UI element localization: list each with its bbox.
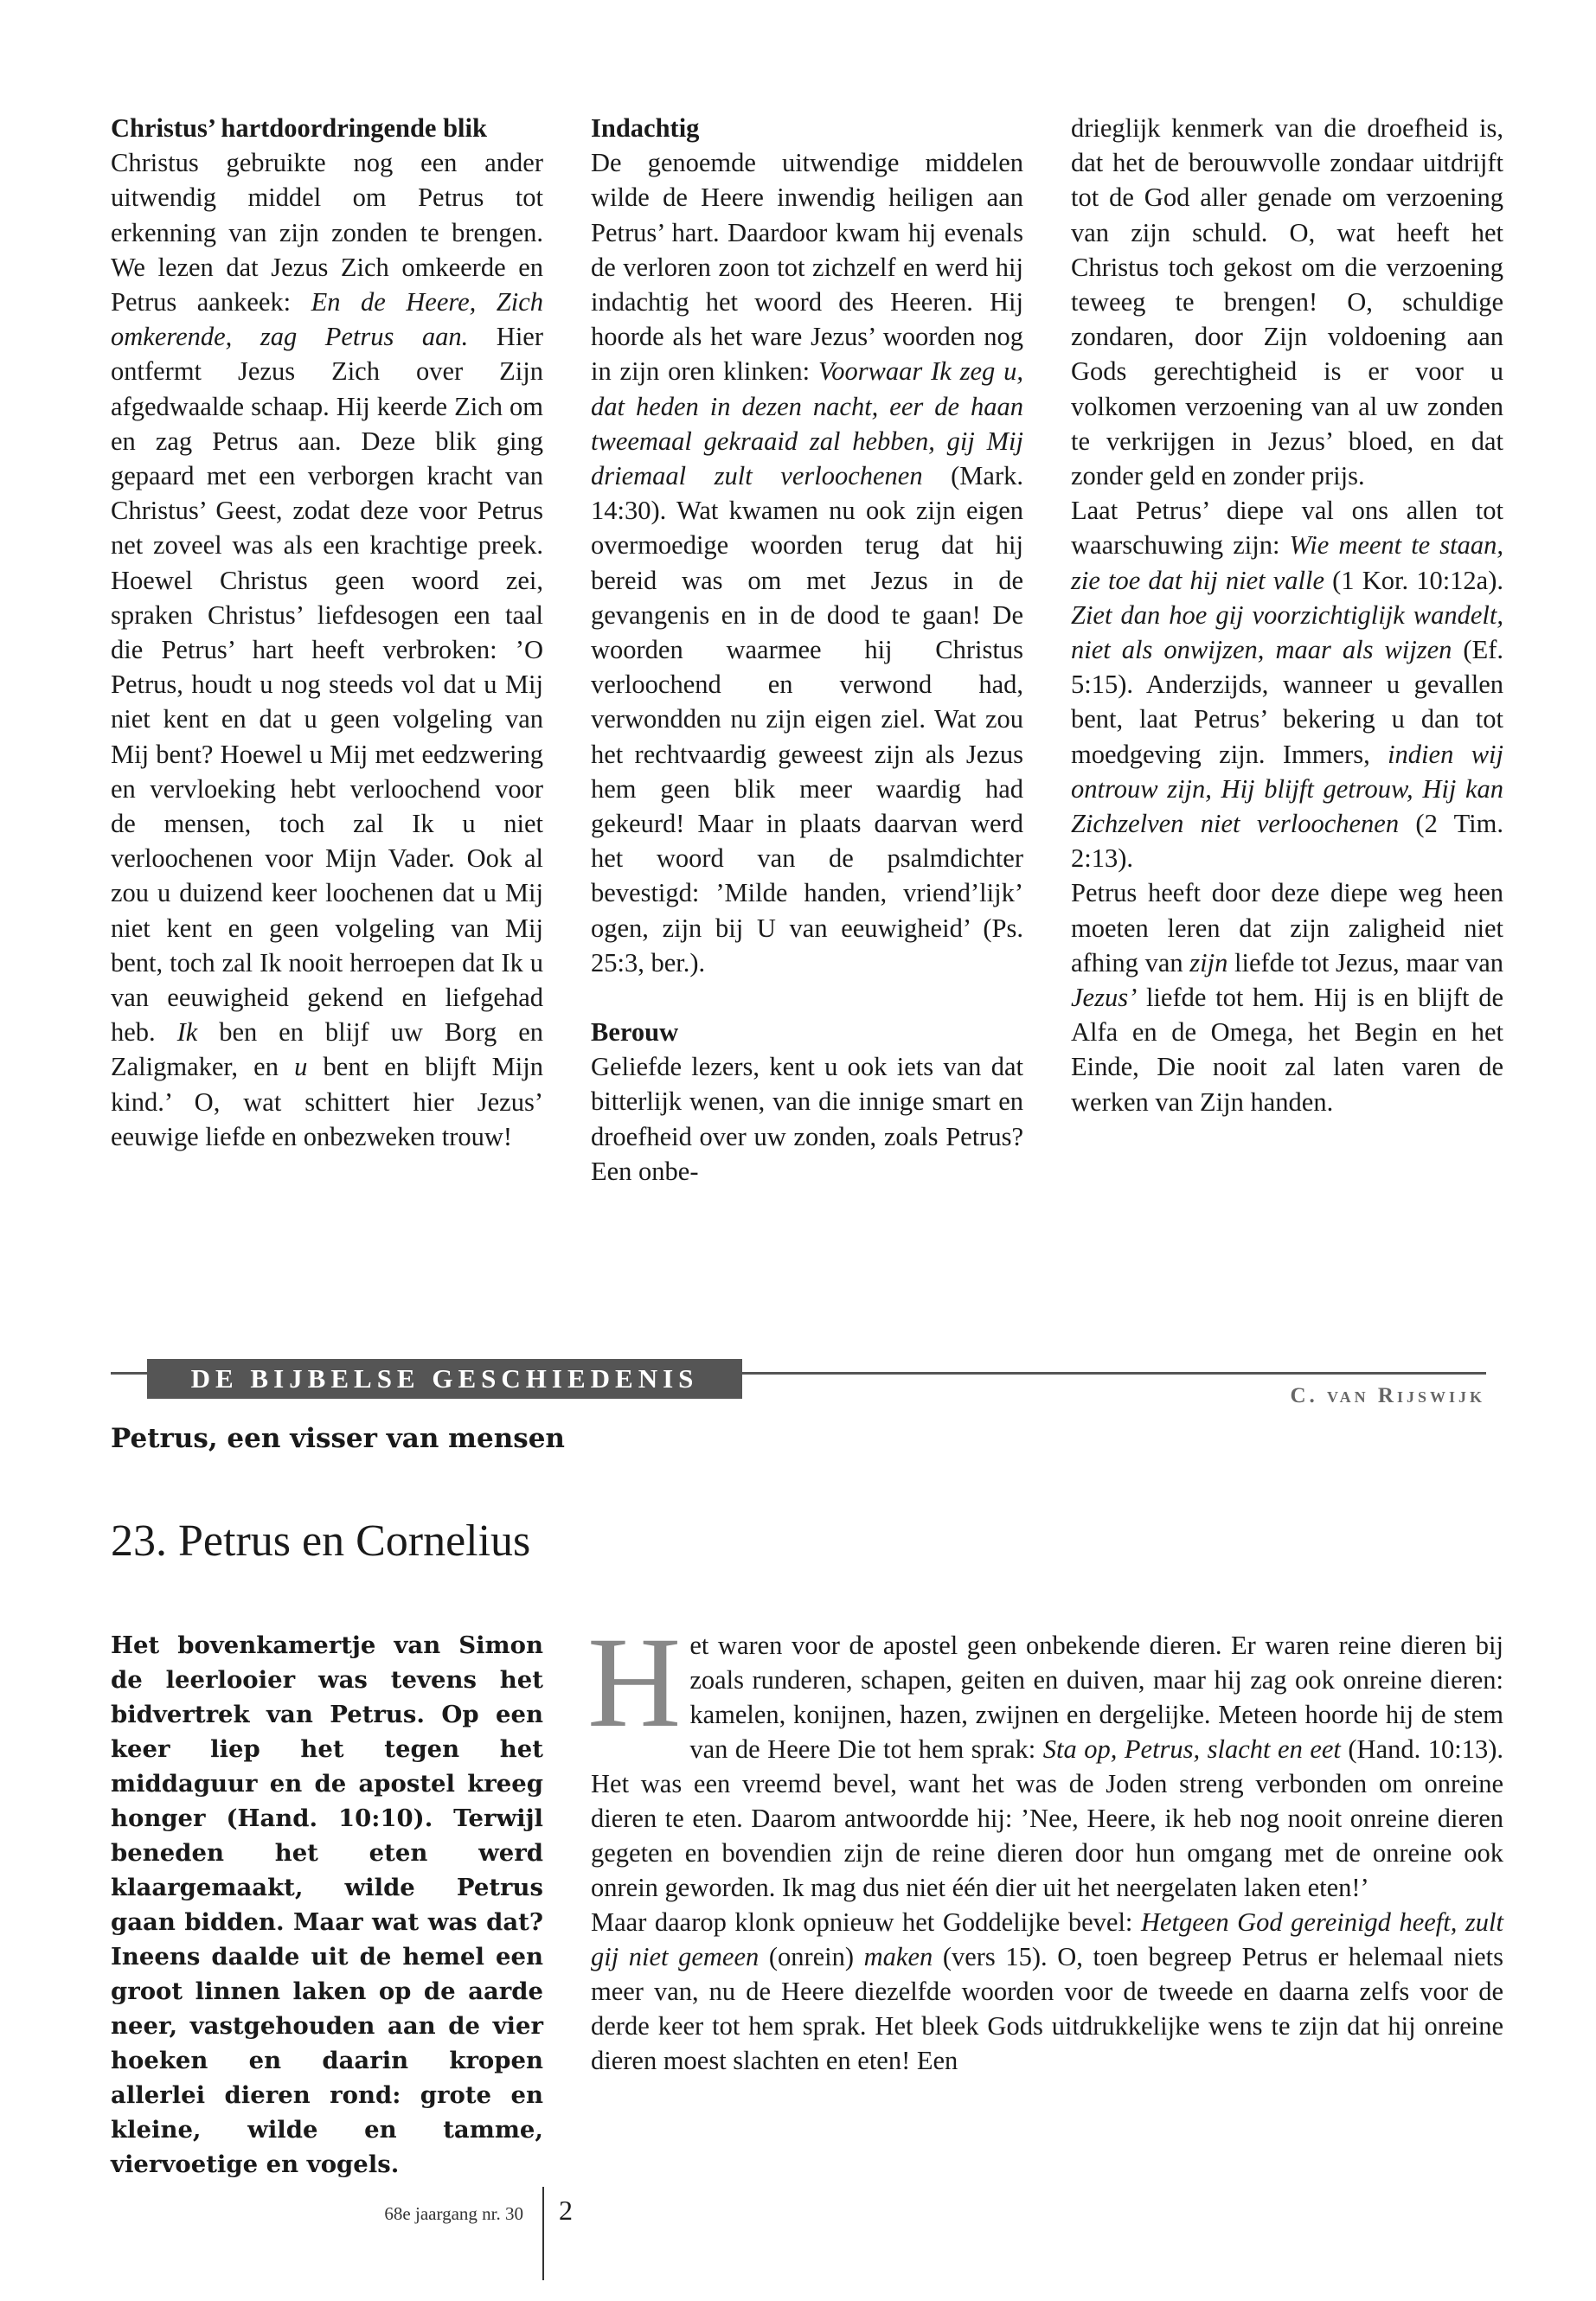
text-run: Christus’ hartdoordringende blik	[111, 113, 487, 143]
text-run: (vers 15). O, toen begreep Petrus er helemaal niets meer van, nu de Heere diezelfde woorden voor de tweede en daarna zelfs voor de derde keer tot hem sprak. Het bleek Gods uitdrukkelijke wens te zijn dat hij onreine dieren moest slachten en eten! Een	[591, 1942, 1503, 2075]
text-run: Maar daarop klonk opnieuw het Goddelijke bevel:	[591, 1907, 1141, 1937]
emphasis-text: Wie meent te staan, zie toe dat hij niet valle	[1071, 530, 1504, 595]
article-column-2	[591, 111, 1023, 1189]
text-run: liefde tot Jezus, maar van	[1227, 947, 1503, 977]
footer-divider	[542, 2187, 544, 2280]
body-paragraph	[591, 1049, 1023, 1189]
article-column-1	[111, 111, 543, 1154]
emphasis-text: Jezus’	[1071, 983, 1138, 1013]
series-subtitle: Petrus, een visser van mensen	[111, 1423, 565, 1454]
emphasis-text: Hetgeen God gereinigd heeft, zult gij niet gemeen	[591, 1907, 1503, 1971]
text-run: (Hand. 10:13). Het was een vreemd bevel, want het was de Joden streng verbonden om onreine dieren te eten. Daarom antwoordde hij: ’Nee, Heere, ik heb nog nooit onreine dieren gegeten en bovendien zijn de reine dieren door hun omgang met de onreine ook onrein geworden. Ik mag dus niet één dier uit het neergelaten laken eten!’	[591, 1734, 1504, 1902]
drop-cap: H	[587, 1611, 682, 1754]
text-run: liefde tot hem. Hij is en blijft de Alfa en de Omega, het Begin en het Einde, Die nooit zal laten varen de werken van Zijn handen.	[1071, 983, 1503, 1117]
body-paragraph	[1071, 875, 1503, 1118]
body-paragraph	[111, 145, 543, 1154]
emphasis-text: Ziet dan hoe gij voorzichtiglijk wandelt, niet als onwijzen, maar als wijzen	[1071, 599, 1503, 665]
text-run: et waren voor de apostel geen onbekende dieren. Er waren reine dieren bij zoals runderen, schapen, geiten en duiven, maar hij zag ook onreine dieren: kamelen, konijnen, hazen, zwijnen en dergelijke. Meteen hoorde hij de stem van de Heere Die tot hem sprak:	[689, 1631, 1503, 1764]
text-run: ben en blijf uw Borg en Zaligmaker, en	[111, 1017, 543, 1082]
emphasis-text: Ik	[176, 1017, 198, 1048]
story-paragraphs	[591, 1628, 1503, 2078]
story-body	[587, 1611, 1504, 2078]
emphasis-text: maken	[863, 1942, 933, 1971]
text-run: drieglijk kenmerk van die droefheid is, dat het de berouwvolle zondaar uitdrijft tot de God aller genade om verzoening van zijn schuld. O, wat heeft het Christus toch gekost om die verzoening teweeg te brengen! O, schuldige zondaren, door Zijn voldoening aan Gods gerechtigheid is er voor u volkomen verzoening van al uw zonden te verkrijgen in Jezus’ bloed, en dat zonder geld en zonder prijs.	[1071, 113, 1503, 491]
text-run: (2 Tim. 2:13).	[1071, 809, 1503, 874]
emphasis-text: indien wij ontrouw zijn, Hij blijft getrouw, Hij kan Zichzelven niet verloochenen	[1071, 739, 1503, 839]
story-paragraph	[591, 1905, 1503, 2078]
body-paragraph	[1071, 493, 1503, 875]
section-banner: DE BIJBELSE GESCHIEDENIS	[147, 1359, 742, 1399]
issue-info: 68e jaargang nr. 30	[384, 2203, 523, 2224]
intro-paragraph: Het bovenkamertje van Simon de leerlooier was tevens het bidvertrek van Petrus. Op een keer liep het tegen het middaguur en de apostel kreeg honger (Hand. 10:10). Terwijl beneden het eten werd klaargemaakt, wilde Petrus gaan bidden. Maar wat was dat? Ineens daalde uit de hemel een groot linnen laken op de aarde neer, vastgehouden aan de vier hoeken en daarin kropen allerlei dieren rond: grote en kleine, wilde en tamme, viervoetige en vogels.	[111, 1631, 543, 2178]
section-heading	[591, 111, 1023, 145]
article-title: 23. Petrus en Cornelius	[111, 1516, 531, 1566]
text-run: Petrus heeft door deze diepe weg heen moeten leren dat zijn zaligheid niet afhing van	[1071, 878, 1503, 977]
emphasis-text: Sta op, Petrus, slacht en eet	[1042, 1734, 1341, 1764]
text-run: (Mark. 14:30). Wat kwamen nu ook zijn eigen overmoedige woorden terug dat hij bereid was om met Jezus in de gevangenis en in de dood te gaan! De woorden waarmee hij Christus verloochend en verwond had, verwondden nu zijn eigen ziel. Wat zou het rechtvaardig geweest zijn als Jezus hem geen blik meer waardig had gekeurd! Maar in plaats daarvan werd het woord van de psalmdichter bevestigd: ’Milde handen, vriend’lijk’ ogen, zijn bij U van eeuwigheid’ (Ps. 25:3, ber.).	[591, 461, 1023, 977]
text-run: Christus gebruikte nog een ander uitwendig middel om Petrus tot erkenning van zijn zonden te brengen. We lezen dat Jezus Zich omkeerde en Petrus aankeek:	[111, 148, 543, 317]
body-paragraph	[591, 145, 1023, 980]
text-run: De genoemde uitwendige middelen wilde de Heere inwendig heiligen aan Petrus’ hart. Daardoor kwam hij evenals de verloren zoon tot zichzelf en werd hij indachtig het woord des Heeren. Hij hoorde als het ware Jezus’ woorden nog in zijn oren klinken:	[591, 148, 1023, 387]
text-run: (Ef. 5:15). Anderzijds, wanneer u gevallen bent, laat Petrus’ bekering u dan tot moedgeving zijn. Immers,	[1071, 635, 1503, 769]
section-heading	[111, 111, 543, 145]
emphasis-text: Voorwaar Ik zeg u, dat heden in dezen nacht, eer de haan tweemaal gekraaid zal hebben, gij Mij driemaal zult verloochenen	[591, 356, 1023, 491]
emphasis-text: u	[294, 1052, 308, 1082]
text-run: Laat Petrus’ diepe val ons allen tot waarschuwing zijn:	[1071, 496, 1503, 561]
text-run: Hier ontfermt Jezus Zich over Zijn afgedwaalde schaap. Hij keerde Zich om en zag Petrus aan. Deze blik ging gepaard met een verborgen kracht van Christus’ Geest, zodat deze voor Petrus net zoveel was als een krachtige preek. Hoewel Christus geen woord zei, spraken Christus’ liefdesogen een taal die Petrus’ hart heeft verbroken: ’O Petrus, houdt u nog steeds vol dat u Mij niet kent en dat u geen volgeling van Mij bent? Hoewel u Mij met eedzwering en vervloeking hebt verloochend voor de mensen, toch zal Ik u niet verloochenen voor Mijn Vader. Ook al zou u duizend keer loochenen dat u Mij niet kent en geen volgeling van Mij bent, toch zal Ik nooit herroepen dat Ik u van eeuwigheid gekend en liefgehad heb.	[111, 322, 543, 1048]
article-column-3	[1071, 111, 1503, 1119]
section-heading	[591, 1015, 1023, 1049]
paragraph-gap	[591, 980, 1023, 1015]
body-paragraph	[1071, 111, 1503, 493]
text-run: Berouw	[591, 1017, 679, 1048]
text-run: Indachtig	[591, 113, 700, 143]
story-paragraph	[591, 1628, 1503, 1905]
text-run: (onrein)	[759, 1942, 864, 1971]
text-run: (1 Kor. 10:12a).	[1324, 565, 1504, 595]
text-run: Geliefde lezers, kent u ook iets van dat bitterlijk wenen, van die innige smart en droefheid over uw zonden, zoals Petrus? Een onbe-	[591, 1052, 1023, 1186]
text-run: bent en blijft Mijn kind.’ O, wat schittert hier Jezus’ eeuwige liefde en onbezweken trouw!	[111, 1052, 544, 1151]
page-number: 2	[559, 2195, 573, 2226]
emphasis-text: En de Heere, Zich omkerende, zag Petrus aan.	[111, 287, 543, 352]
emphasis-text: zijn	[1189, 947, 1228, 977]
author-byline: C. van Rijswijk	[1290, 1384, 1485, 1407]
